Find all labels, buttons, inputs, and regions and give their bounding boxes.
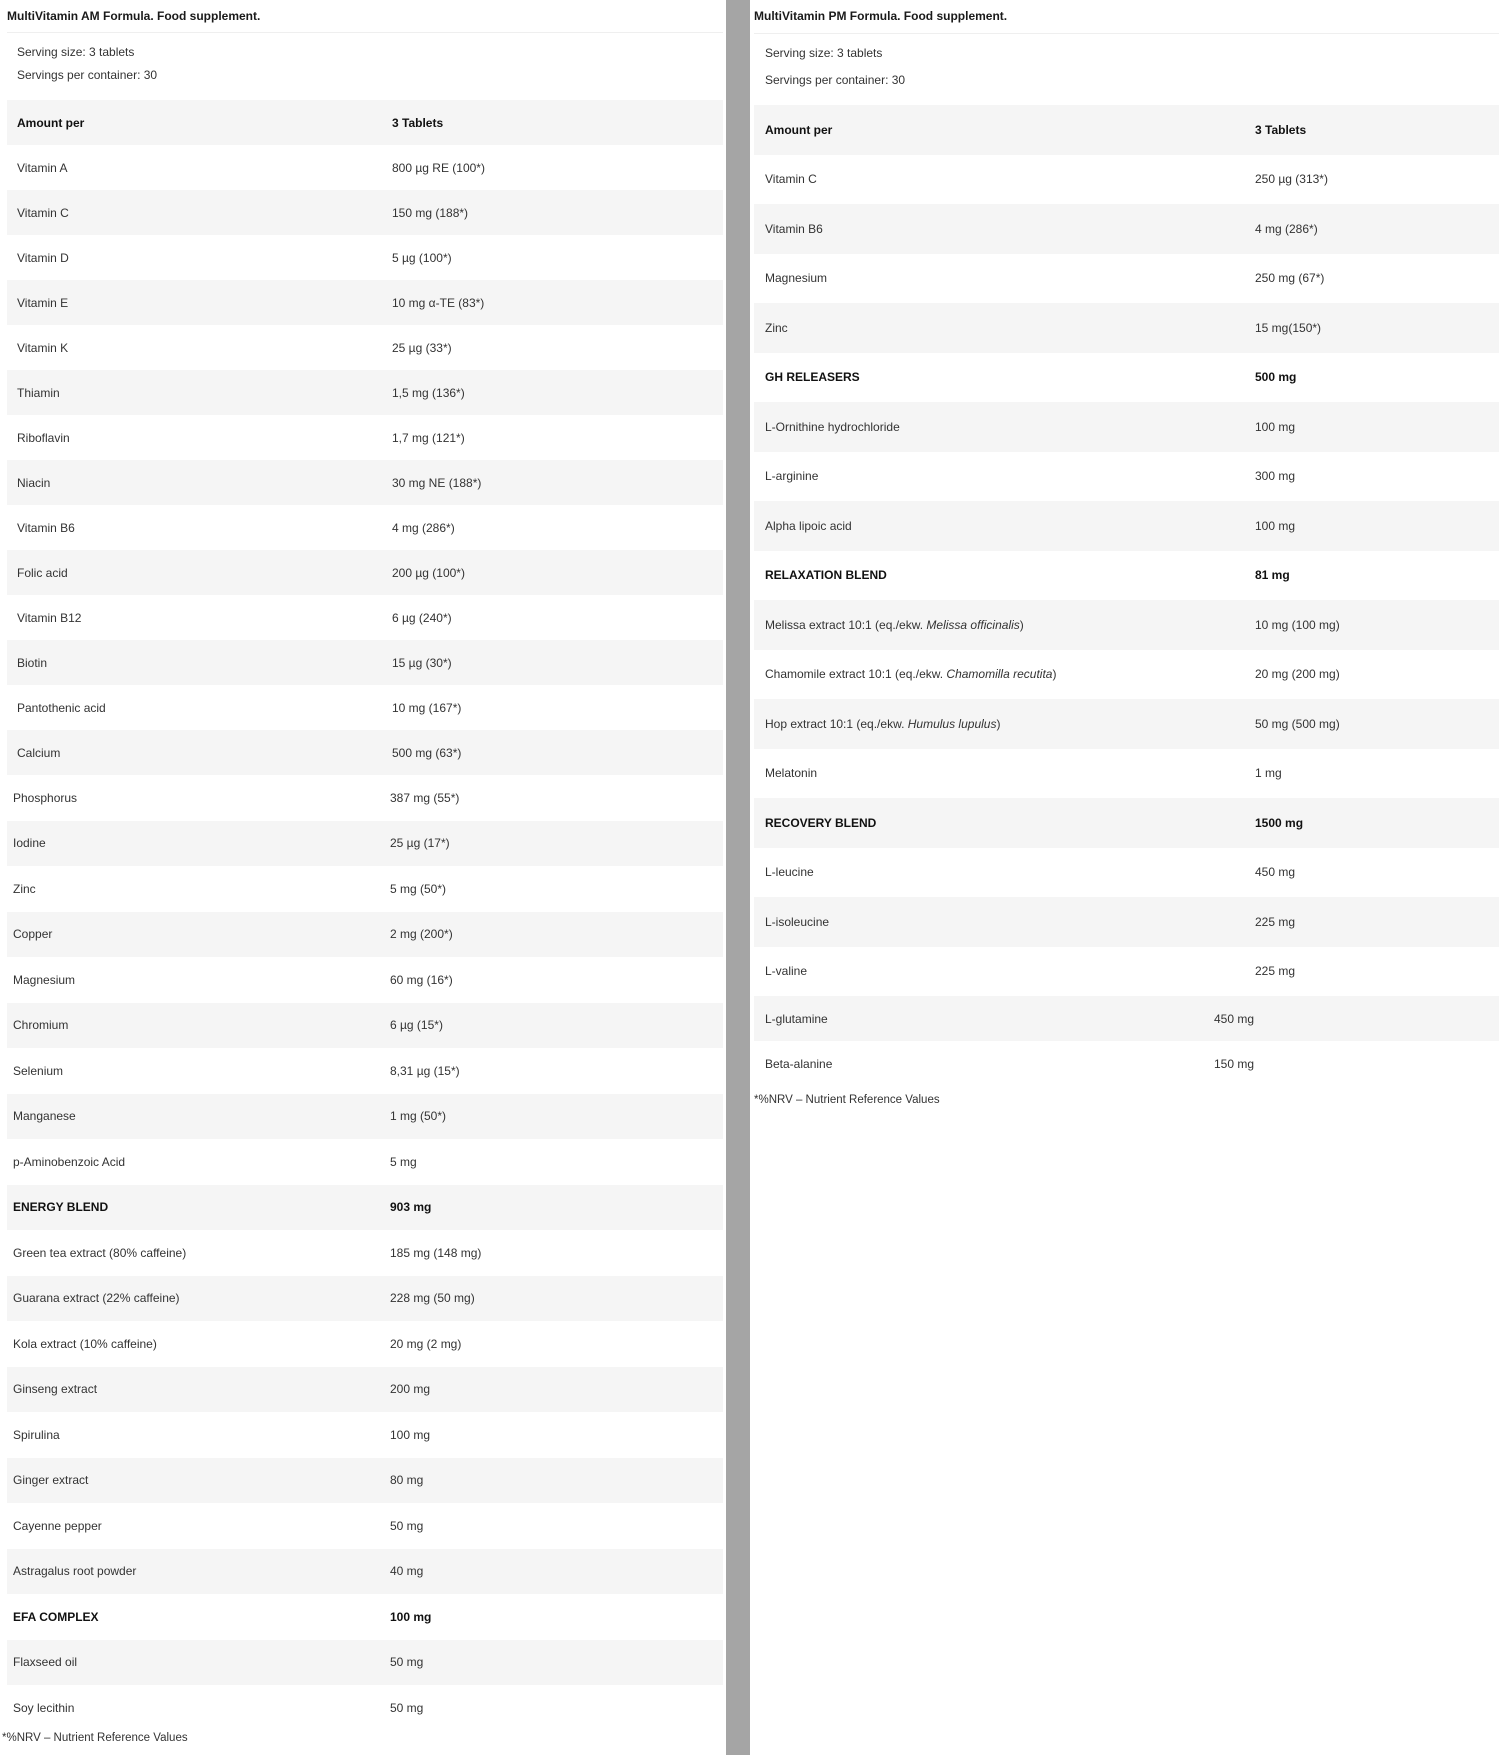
nutrient-amount: 15 mg(150*) [1255, 320, 1322, 335]
table-row [7, 1640, 723, 1686]
nutrient-name: Vitamin D [17, 250, 69, 265]
nutrient-amount: 80 mg [390, 1473, 424, 1488]
nutrient-amount: 100 mg [1255, 518, 1296, 533]
table-row [7, 1458, 723, 1504]
table-row [754, 254, 1499, 304]
nutrient-name: Manganese [13, 1109, 76, 1124]
table-row [754, 600, 1499, 650]
nutrient-name: Biotin [17, 655, 48, 670]
nutrient-name: Riboflavin [17, 430, 70, 445]
panel-divider [726, 0, 750, 1755]
table-row [7, 415, 723, 460]
nutrient-amount: 5 mg (50*) [390, 881, 447, 896]
nutrient-name: p-Aminobenzoic Acid [13, 1154, 126, 1169]
nutrient-name: EFA COMPLEX [13, 1609, 99, 1624]
nutrient-name: Niacin [17, 475, 51, 490]
table-row [754, 1041, 1499, 1086]
table-row [7, 1549, 723, 1595]
nutrient-name: Vitamin C [17, 205, 69, 220]
table-row [754, 996, 1499, 1041]
nutrient-name: Kola extract (10% caffeine) [13, 1336, 157, 1351]
table-row [7, 957, 723, 1003]
nutrient-name: Ginger extract [13, 1473, 89, 1488]
table-row [7, 1685, 723, 1731]
nutrient-name: L-glutamine [765, 1011, 828, 1026]
nutrient-amount: 5 mg [390, 1154, 417, 1169]
table-row [754, 402, 1499, 452]
table-row [7, 325, 723, 370]
nutrient-name: L-arginine [765, 469, 819, 484]
table-row [7, 821, 723, 867]
nutrient-amount: 903 mg [390, 1200, 432, 1215]
table-row [7, 1230, 723, 1276]
table-row [7, 280, 723, 325]
table-row [7, 235, 723, 280]
nutrient-name: ENERGY BLEND [13, 1200, 109, 1215]
nutrient-amount: 1 mg (50*) [390, 1109, 447, 1124]
table-row [7, 1321, 723, 1367]
table-row [754, 650, 1499, 700]
nutrient-name: Zinc [13, 881, 36, 896]
nutrient-amount: 250 mg (67*) [1255, 271, 1325, 286]
table-row [7, 100, 723, 145]
table-row [7, 685, 723, 730]
nutrient-amount: 100 mg [390, 1427, 431, 1442]
nutrient-name: Ginseng extract [13, 1382, 98, 1397]
nutrient-name: Vitamin B6 [765, 221, 823, 236]
table-row [7, 1048, 723, 1094]
nutrient-name: Amount per [17, 115, 85, 130]
nutrient-amount: 15 µg (30*) [392, 655, 452, 670]
table-row [754, 848, 1499, 898]
nutrient-amount: 6 µg (240*) [392, 610, 452, 625]
nutrient-amount: 500 mg [1255, 370, 1297, 385]
nutrient-amount: 450 mg [1214, 1011, 1255, 1026]
nutrient-name: Vitamin C [765, 172, 817, 187]
nutrient-name: Copper [13, 927, 53, 942]
nutrient-amount: 20 mg (200 mg) [1255, 667, 1340, 682]
nutrient-name: Hop extract 10:1 (eq./ekw. Humulus lupulus ) [765, 716, 1001, 731]
nutrient-amount: 10 mg α-TE (83*) [392, 295, 485, 310]
table-row [754, 155, 1499, 205]
nutrient-amount: 225 mg [1255, 964, 1296, 979]
table-row [7, 1276, 723, 1322]
nutrient-name: Vitamin B6 [17, 520, 75, 535]
nutrient-name: Astragalus root powder [13, 1564, 137, 1579]
table-row [754, 947, 1499, 997]
am-formula-panel [0, 0, 726, 1755]
serving-size: Serving size: 3 tablets [17, 45, 135, 59]
table-row [7, 190, 723, 235]
nutrient-name: Chromium [13, 1018, 69, 1033]
nutrient-amount: 450 mg [1255, 865, 1296, 880]
nutrient-amount: 3 Tablets [392, 115, 444, 130]
table-row [754, 699, 1499, 749]
nutrient-amount: 20 mg (2 mg) [390, 1336, 462, 1351]
table-row [7, 1594, 723, 1640]
nutrient-amount: 40 mg [390, 1564, 424, 1579]
table-row [7, 912, 723, 958]
nutrient-amount: 4 mg (286*) [392, 520, 455, 535]
nutrient-amount: 1,5 mg (136*) [392, 385, 465, 400]
table-row [7, 1003, 723, 1049]
nutrient-name: L-valine [765, 964, 808, 979]
table-row [7, 370, 723, 415]
panel-title: MultiVitamin PM Formula. Food supplement. [754, 9, 1008, 23]
nutrient-name: Magnesium [765, 271, 828, 286]
nutrient-amount: 6 µg (15*) [390, 1018, 443, 1033]
nutrient-name: Cayenne pepper [13, 1518, 102, 1533]
nutrient-name: GH RELEASERS [765, 370, 860, 385]
table-row [7, 775, 723, 821]
nutrient-amount: 25 µg (17*) [390, 836, 450, 851]
nutrient-amount: 200 µg (100*) [392, 565, 465, 580]
table-row [754, 353, 1499, 403]
nutrient-name: Beta-alanine [765, 1056, 833, 1071]
nutrient-name: Iodine [13, 836, 46, 851]
table-row [754, 798, 1499, 848]
nutrient-amount: 500 mg (63*) [392, 745, 462, 760]
table-row [7, 1185, 723, 1231]
nutrient-amount: 50 mg (500 mg) [1255, 716, 1340, 731]
nutrient-name: Vitamin A [17, 160, 68, 175]
nutrient-amount: 150 mg (188*) [392, 205, 469, 220]
nutrition-table [7, 100, 723, 1731]
table-row [7, 1139, 723, 1185]
nutrient-name: RECOVERY BLEND [765, 815, 877, 830]
nutrient-amount: 10 mg (100 mg) [1255, 617, 1340, 632]
nutrient-name: Magnesium [13, 972, 76, 987]
table-row [7, 1367, 723, 1413]
nutrient-name: Vitamin E [17, 295, 69, 310]
nutrient-name: Thiamin [17, 385, 60, 400]
nutrient-amount: 250 µg (313*) [1255, 172, 1328, 187]
nutrient-amount: 185 mg (148 mg) [390, 1245, 482, 1260]
nutrient-name: Flaxseed oil [13, 1655, 78, 1670]
nutrient-amount: 8,31 µg (15*) [390, 1063, 460, 1078]
table-row [754, 452, 1499, 502]
nutrient-name: Vitamin B12 [17, 610, 82, 625]
table-row [754, 501, 1499, 551]
title-divider [7, 32, 723, 33]
pm-formula-panel [750, 0, 1500, 1755]
nutrient-amount: 5 µg (100*) [392, 250, 452, 265]
nutrient-amount: 81 mg [1255, 568, 1290, 583]
nutrient-amount: 1 mg [1255, 766, 1282, 781]
nutrient-name: Spirulina [13, 1427, 60, 1442]
nutrient-name: RELAXATION BLEND [765, 568, 887, 583]
nutrient-amount: 4 mg (286*) [1255, 221, 1318, 236]
table-row [7, 866, 723, 912]
nutrient-name: Zinc [765, 320, 788, 335]
table-row [7, 1503, 723, 1549]
nutrient-name: L-leucine [765, 865, 814, 880]
table-row [7, 595, 723, 640]
footnote: *%NRV – Nutrient Reference Values [2, 1732, 188, 1744]
table-row [754, 551, 1499, 601]
nutrient-name: Phosphorus [13, 790, 78, 805]
nutrient-name: Selenium [13, 1063, 64, 1078]
nutrient-name: Calcium [17, 745, 61, 760]
table-row [754, 897, 1499, 947]
nutrient-amount: 1500 mg [1255, 815, 1304, 830]
table-row [7, 1412, 723, 1458]
nutrient-amount: 50 mg [390, 1655, 424, 1670]
nutrient-amount: 50 mg [390, 1518, 424, 1533]
table-row [754, 204, 1499, 254]
nutrient-amount: 25 µg (33*) [392, 340, 452, 355]
title-divider [754, 33, 1499, 34]
serving-size: Serving size: 3 tablets [765, 46, 883, 60]
table-row [754, 749, 1499, 799]
footnote: *%NRV – Nutrient Reference Values [754, 1094, 940, 1106]
nutrient-amount: 228 mg (50 mg) [390, 1291, 475, 1306]
table-row [7, 460, 723, 505]
nutrient-name: Green tea extract (80% caffeine) [13, 1245, 187, 1260]
nutrient-name: Soy lecithin [13, 1700, 75, 1715]
nutrient-name: Melatonin [765, 766, 818, 781]
nutrient-name: L-Ornithine hydrochloride [765, 419, 900, 434]
panel-title: MultiVitamin AM Formula. Food supplement. [7, 9, 261, 23]
nutrient-amount: 50 mg [390, 1700, 424, 1715]
nutrient-amount: 1,7 mg (121*) [392, 430, 465, 445]
nutrient-amount: 3 Tablets [1255, 122, 1307, 137]
servings-per-container: Servings per container: 30 [17, 68, 158, 82]
nutrient-amount: 387 mg (55*) [390, 790, 460, 805]
nutrient-name: Vitamin K [17, 340, 69, 355]
nutrient-amount: 30 mg NE (188*) [392, 475, 482, 490]
nutrient-amount: 200 mg [390, 1382, 431, 1397]
nutrient-name: Alpha lipoic acid [765, 518, 852, 533]
nutrient-amount: 100 mg [390, 1609, 432, 1624]
nutrient-amount: 100 mg [1255, 419, 1296, 434]
nutrient-name: Pantothenic acid [17, 700, 106, 715]
nutrient-name: L-isoleucine [765, 914, 830, 929]
nutrient-name: Melissa extract 10:1 (eq./ekw. Melissa officinalis ) [765, 617, 1024, 632]
nutrient-amount: 10 mg (167*) [392, 700, 462, 715]
table-row [754, 303, 1499, 353]
table-row [7, 505, 723, 550]
nutrient-amount: 300 mg [1255, 469, 1296, 484]
table-row [7, 640, 723, 685]
nutrient-name: Amount per [765, 122, 833, 137]
nutrient-name: Guarana extract (22% caffeine) [13, 1291, 180, 1306]
nutrient-name: Chamomile extract 10:1 (eq./ekw. Chamomilla recutita ) [765, 667, 1057, 682]
nutrient-name: Folic acid [17, 565, 68, 580]
nutrition-table [754, 105, 1499, 1086]
table-row [7, 1094, 723, 1140]
table-row [7, 145, 723, 190]
nutrient-amount: 800 µg RE (100*) [392, 160, 485, 175]
servings-per-container: Servings per container: 30 [765, 73, 906, 87]
table-row [7, 550, 723, 595]
nutrient-amount: 225 mg [1255, 914, 1296, 929]
nutrient-amount: 150 mg [1214, 1056, 1255, 1071]
nutrient-amount: 2 mg (200*) [390, 927, 453, 942]
table-row [7, 730, 723, 775]
table-row [754, 105, 1499, 155]
nutrient-amount: 60 mg (16*) [390, 972, 453, 987]
